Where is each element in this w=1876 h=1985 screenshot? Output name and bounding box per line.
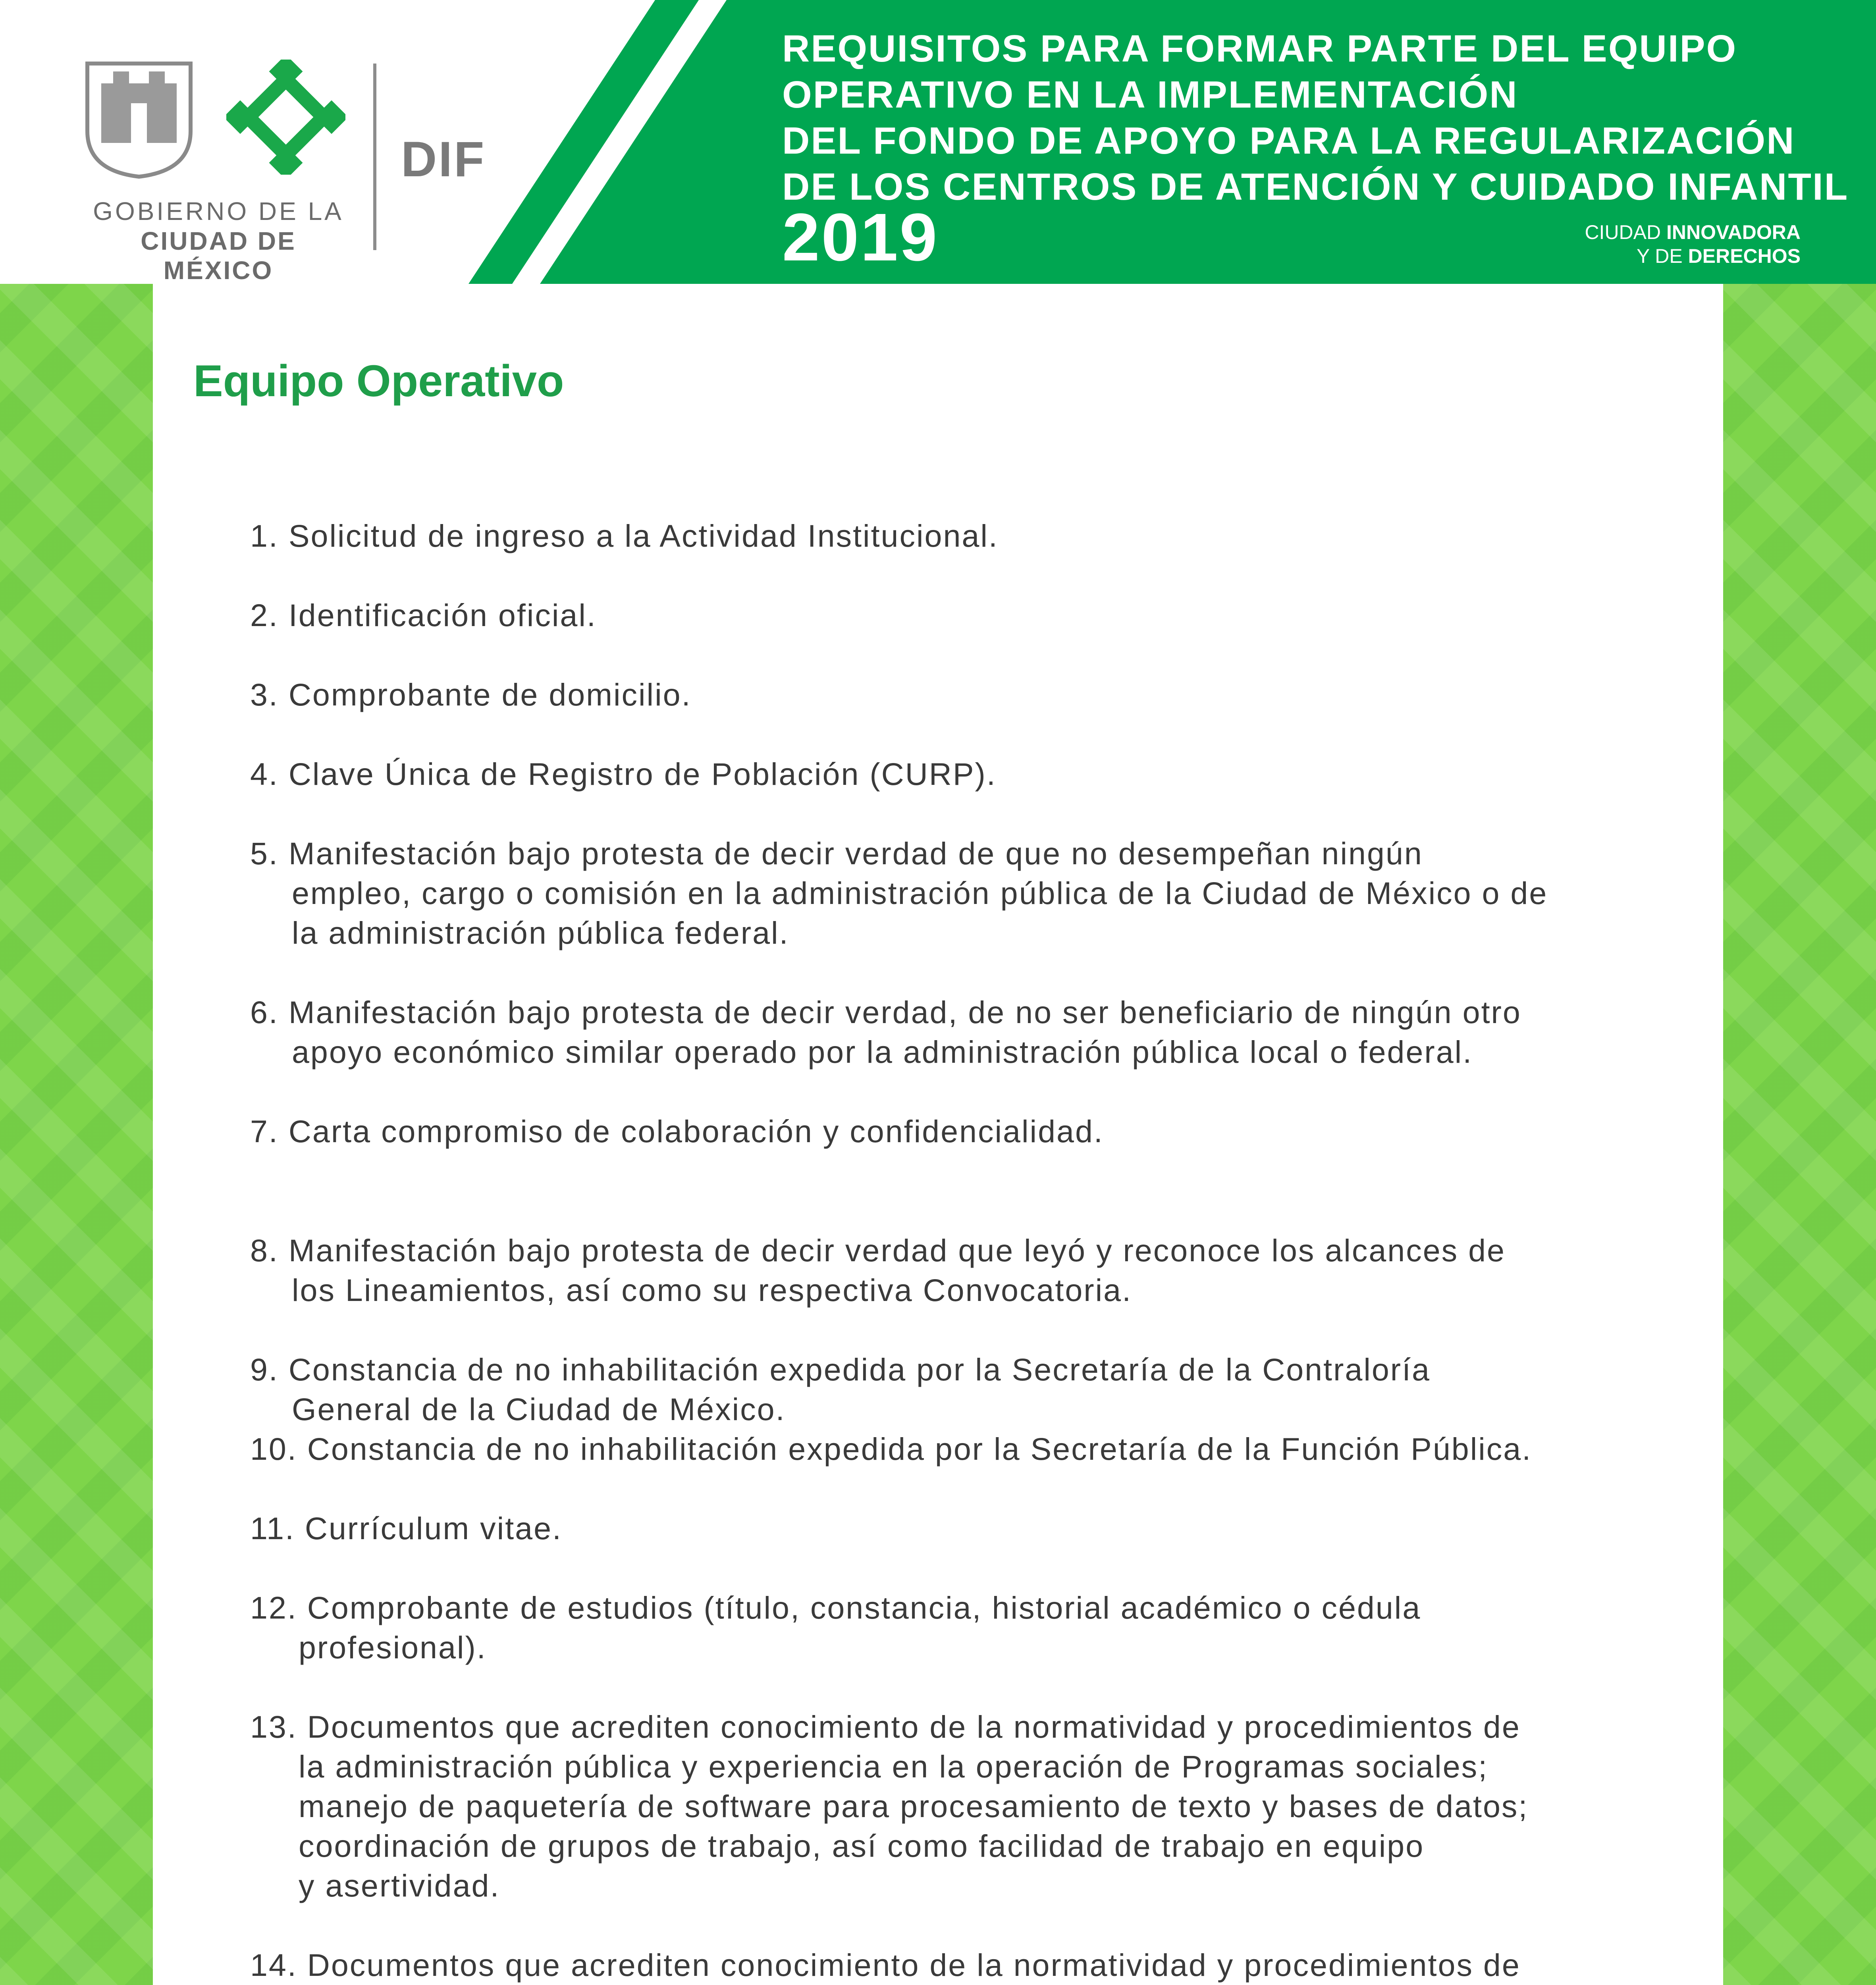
requirement-line: 3. Comprobante de domicilio. [250, 677, 692, 712]
requirement-line: 4. Clave Única de Registro de Población (CURP). [250, 756, 997, 792]
requirement-line: 13. Documentos que acrediten conocimiento de la normatividad y procedimientos de [250, 1709, 1521, 1744]
requirement-item [250, 1231, 1624, 1310]
cdmx-shield-icon [83, 60, 195, 179]
requirement-line: profesional). [299, 1630, 487, 1665]
header-title [782, 26, 1849, 210]
requirement-item [250, 1945, 1624, 1985]
requirement-item [250, 516, 1624, 556]
right-pattern-panel [1723, 284, 1876, 1985]
section-title: Equipo Operativo [193, 356, 564, 406]
header [0, 0, 1876, 284]
requirement-line: 2. Identificación oficial. [250, 597, 597, 633]
requirement-line: manejo de paquetería de software para procesamiento de texto y bases de datos; [299, 1788, 1529, 1824]
gobierno-line-2: CIUDAD DE MÉXICO [141, 227, 296, 285]
gobierno-line-1: GOBIERNO DE LA [93, 197, 344, 225]
requirement-item [250, 754, 1624, 794]
requirement-line: 9. Constancia de no inhabilitación expedida por la Secretaría de la Contraloría [250, 1352, 1431, 1387]
requirement-line: 14. Documentos que acrediten conocimiento de la normatividad y procedimientos de [250, 1947, 1521, 1983]
slogan-text: Y DE [1636, 245, 1688, 267]
requirement-line: 5. Manifestación bajo protesta de decir verdad de que no desempeñan ningún [250, 836, 1423, 871]
requirement-item [250, 1509, 1624, 1548]
slogan-bold: DERECHOS [1688, 245, 1801, 267]
header-slogan [1546, 220, 1801, 268]
cdmx-emblem-icon [226, 60, 345, 175]
header-title-line: REQUISITOS PARA FORMAR PARTE DEL EQUIPO [782, 27, 1737, 70]
requirement-line: 6. Manifestación bajo protesta de decir verdad, de no ser beneficiario de ningún otro [250, 994, 1521, 1030]
requirement-item [250, 596, 1624, 635]
requirement-item [250, 1350, 1624, 1429]
requirement-item [250, 675, 1624, 715]
header-title-line: DEL FONDO DE APOYO PARA LA REGULARIZACIÓN [782, 119, 1795, 162]
requirement-item [250, 1588, 1624, 1667]
requirement-line: la administración pública federal. [292, 915, 789, 950]
requirement-item [250, 834, 1624, 953]
requirement-line: coordinación de grupos de trabajo, así como facilidad de trabajo en equipo [299, 1828, 1425, 1864]
requirement-item [250, 1112, 1624, 1151]
requirement-line: apoyo económico similar operado por la administración pública local o federal. [292, 1034, 1473, 1070]
requirement-line: empleo, cargo o comisión en la administración pública de la Ciudad de México o de [292, 875, 1548, 911]
requirement-line: los Lineamientos, así como su respectiva Convocatoria. [292, 1272, 1132, 1308]
requirement-line: 10. Constancia de no inhabilitación expedida por la Secretaría de la Función Pública. [250, 1431, 1532, 1467]
requirement-item [250, 992, 1624, 1072]
requirement-line: 12. Comprobante de estudios (título, constancia, historial académico o cédula [250, 1590, 1421, 1625]
slogan-bold: INNOVADORA [1666, 221, 1801, 243]
requirement-line: y asertividad. [299, 1868, 500, 1903]
requirement-line: General de la Ciudad de México. [292, 1391, 786, 1427]
header-title-line: OPERATIVO EN LA IMPLEMENTACIÓN [782, 73, 1518, 116]
requirement-line: la administración pública y experiencia en la operación de Programas sociales; [299, 1749, 1488, 1784]
dif-logo: DIF [401, 132, 486, 187]
requirement-item [250, 1429, 1624, 1469]
header-year: 2019 [782, 200, 939, 275]
left-pattern-panel [0, 284, 153, 1985]
requirement-line: 8. Manifestación bajo protesta de decir verdad que leyó y reconoce los alcances de [250, 1233, 1506, 1268]
logo-divider [373, 64, 376, 250]
requirement-item [250, 1707, 1624, 1906]
requirement-line: 1. Solicitud de ingreso a la Actividad Institucional. [250, 518, 999, 553]
requirement-line: 7. Carta compromiso de colaboración y confidencialidad. [250, 1114, 1104, 1149]
slogan-text: CIUDAD [1585, 221, 1667, 243]
header-title-line: DE LOS CENTROS DE ATENCIÓN Y CUIDADO INFANTIL [782, 166, 1849, 208]
requirement-line: 11. Currículum vitae. [250, 1511, 562, 1546]
